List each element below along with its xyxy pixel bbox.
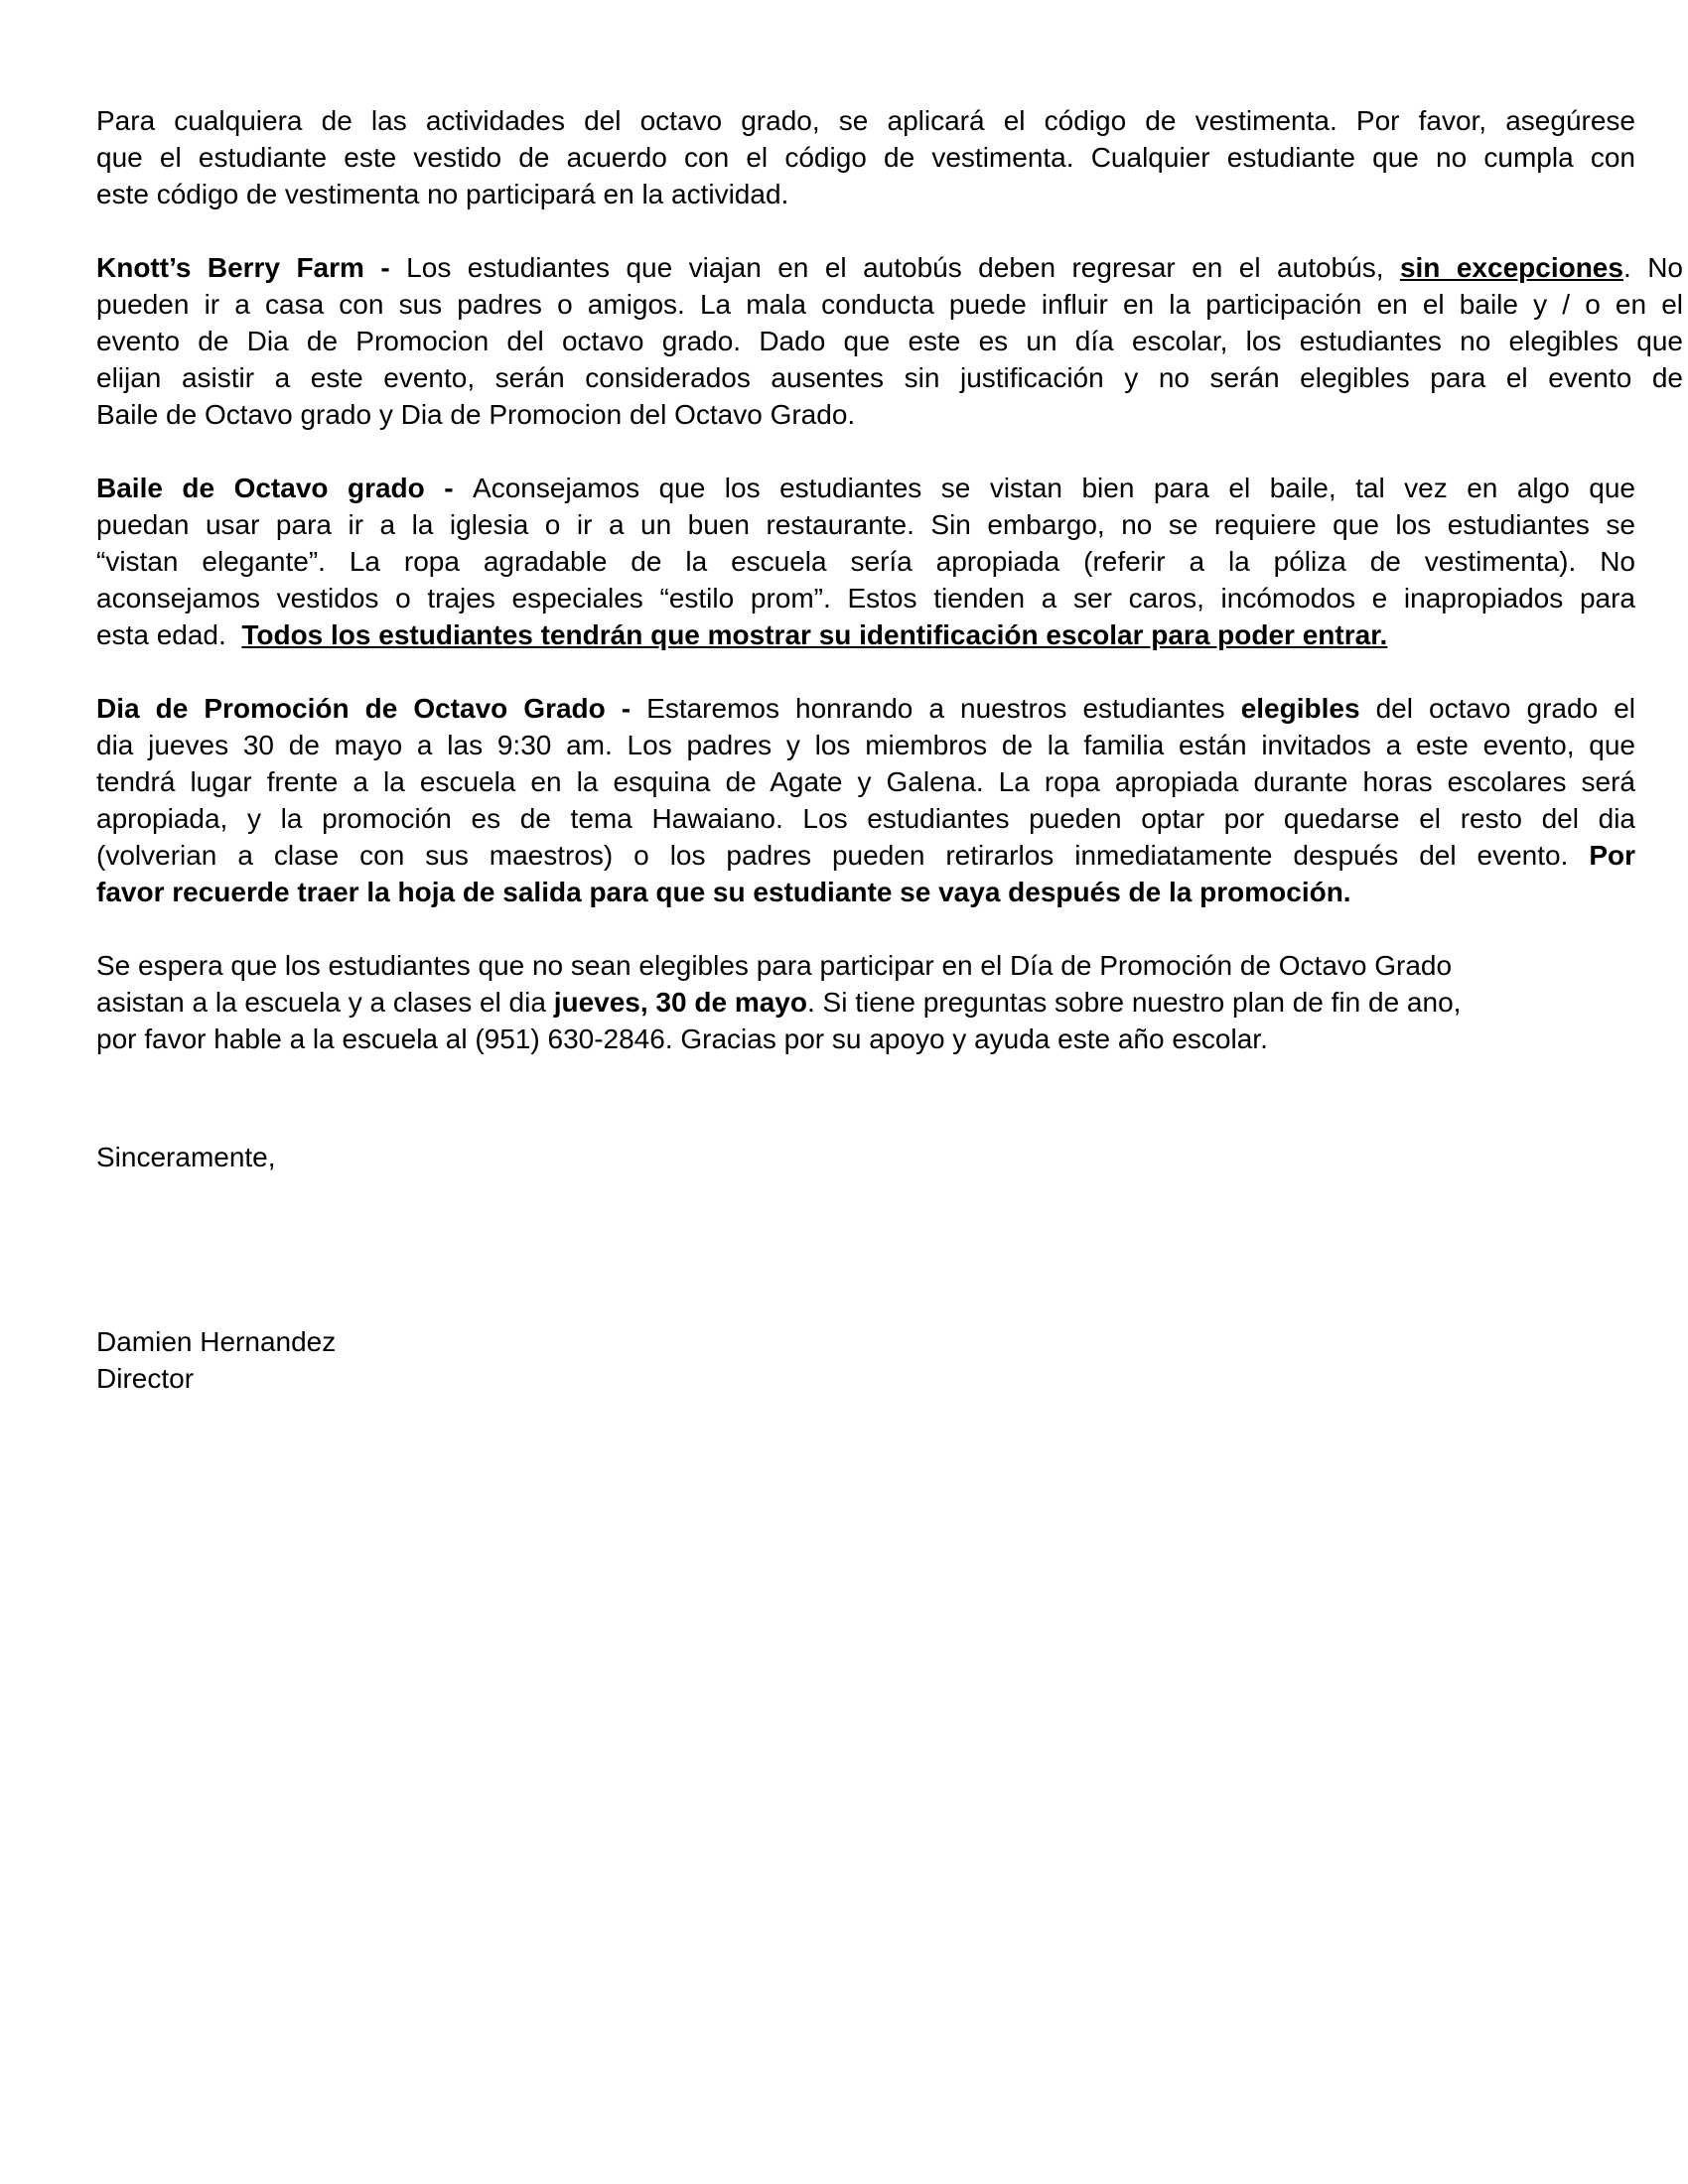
text-run: aconsejamos vestidos o trajes especiales “estilo prom”. Estos tienden a ser caros, incómodos e inapropiados para [96, 583, 1635, 614]
text-run: Para cualquiera de las actividades del octavo grado, se aplicará el código de vestimenta. Por favor, asegúrese [96, 105, 1635, 136]
text-line [96, 396, 1683, 433]
text-run: Se espera que los estudiantes que no sean elegibles para participar en el Día de Promoción de Octavo Grado [96, 950, 1453, 981]
text-line [96, 874, 1635, 910]
text-run: . Si tiene preguntas sobre nuestro plan de fin de ano, [806, 987, 1462, 1018]
letter-body [96, 102, 1688, 1057]
text-line [96, 580, 1635, 616]
text-line [96, 727, 1635, 763]
text-run: del octavo grado el [1359, 693, 1635, 724]
text-line [96, 984, 1635, 1021]
text-run: que el estudiante este vestido de acuerdo con el código de vestimenta. Cualquier estudiante que no cumpla con [96, 142, 1635, 173]
text-run: evento de Dia de Promocion del octavo grado. Dado que este es un día escolar, los estudiantes no elegibles que [96, 326, 1683, 356]
text-line [96, 947, 1635, 984]
text-run: Estaremos honrando a nuestros estudiantes [646, 693, 1241, 724]
text-line [96, 763, 1635, 800]
text-run: este código de vestimenta no participará en la actividad. [96, 179, 789, 209]
paragraph-dress-code-intro [96, 102, 1635, 212]
closing-line: Sinceramente, [96, 1142, 276, 1172]
text-line [96, 102, 1635, 139]
text-line [96, 359, 1683, 396]
sin-excepciones-emphasis: sin excepciones [1399, 252, 1623, 283]
text-line [96, 470, 1635, 506]
jueves-30-mayo-bold: jueves, 30 de mayo [553, 987, 807, 1018]
text-line [96, 800, 1635, 837]
text-run: “vistan elegante”. La ropa agradable de la escuela sería apropiada (referir a la póliza de vestimenta). No [96, 546, 1635, 577]
text-run: tendrá lugar frente a la escuela en la esquina de Agate y Galena. La ropa apropiada durante horas escolares será [96, 766, 1635, 797]
text-run: elijan asistir a este evento, serán considerados ausentes sin justificación y no serán elegibles para el evento de [96, 362, 1683, 393]
text-run: pueden ir a casa con sus padres o amigos. La mala conducta puede influir en la participación en el baile y / o en el [96, 289, 1683, 320]
text-run: puedan usar para ir a la iglesia o ir a un buen restaurante. Sin embargo, no se requiere que los estudiantes se [96, 509, 1635, 540]
text-run: Baile de Octavo grado y Dia de Promocion del Octavo Grado. [96, 399, 856, 430]
paragraph-dia-de-promocion [96, 690, 1635, 910]
text-line [96, 286, 1683, 323]
text-line [96, 543, 1635, 580]
dia-promocion-lead: Dia de Promoción de Octavo Grado - [96, 693, 647, 724]
paragraph-no-elegibles [96, 947, 1635, 1057]
knotts-berry-farm-lead: Knott’s Berry Farm - [96, 252, 407, 283]
text-line [96, 249, 1683, 286]
signature-title: Director [96, 1363, 195, 1394]
text-line [96, 837, 1635, 874]
text-run: por favor hable a la escuela al (951) 630-2846. Gracias por su apoyo y ayuda este año escolar. [96, 1024, 1268, 1054]
por-favor-bold: Por [1589, 840, 1635, 871]
paragraph-baile-de-octavo-grado [96, 470, 1635, 653]
text-run: . No [1622, 252, 1683, 283]
signature-block [96, 1323, 1688, 1397]
por-favor-bold: favor recuerde traer la hoja de salida para que su estudiante se vaya después de la promoción. [96, 877, 1351, 907]
signature-name: Damien Hernandez [96, 1326, 337, 1357]
text-line [96, 139, 1635, 176]
text-line [96, 690, 1635, 727]
text-line [96, 506, 1635, 543]
text-run: apropiada, y la promoción es de tema Hawaiano. Los estudiantes pueden optar por quedarse el resto del dia [96, 803, 1635, 834]
text-run: dia jueves 30 de mayo a las 9:30 am. Los padres y los miembros de la familia están invitados a este evento, que [96, 730, 1635, 760]
id-requirement-emphasis: Todos los estudiantes tendrán que mostrar su identificación escolar para poder entrar. [241, 619, 1388, 650]
text-run: Los estudiantes que viajan en el autobús deben regresar en el autobús, [406, 252, 1400, 283]
text-run: esta edad. [96, 619, 242, 650]
text-line [96, 323, 1683, 359]
text-run: (volverian a clase con sus maestros) o los padres pueden retirarlos inmediatamente después del evento. [96, 840, 1590, 871]
text-line [96, 616, 1635, 653]
text-line [96, 1021, 1635, 1057]
paragraph-knotts-berry-farm [96, 249, 1683, 433]
elegibles-bold: elegibles [1240, 693, 1360, 724]
text-run: Aconsejamos que los estudiantes se vistan bien para el baile, tal vez en algo que [473, 473, 1635, 503]
text-run: asistan a la escuela y a clases el dia [96, 987, 554, 1018]
baile-octavo-grado-lead: Baile de Octavo grado - [96, 473, 474, 503]
text-line [96, 176, 1635, 212]
